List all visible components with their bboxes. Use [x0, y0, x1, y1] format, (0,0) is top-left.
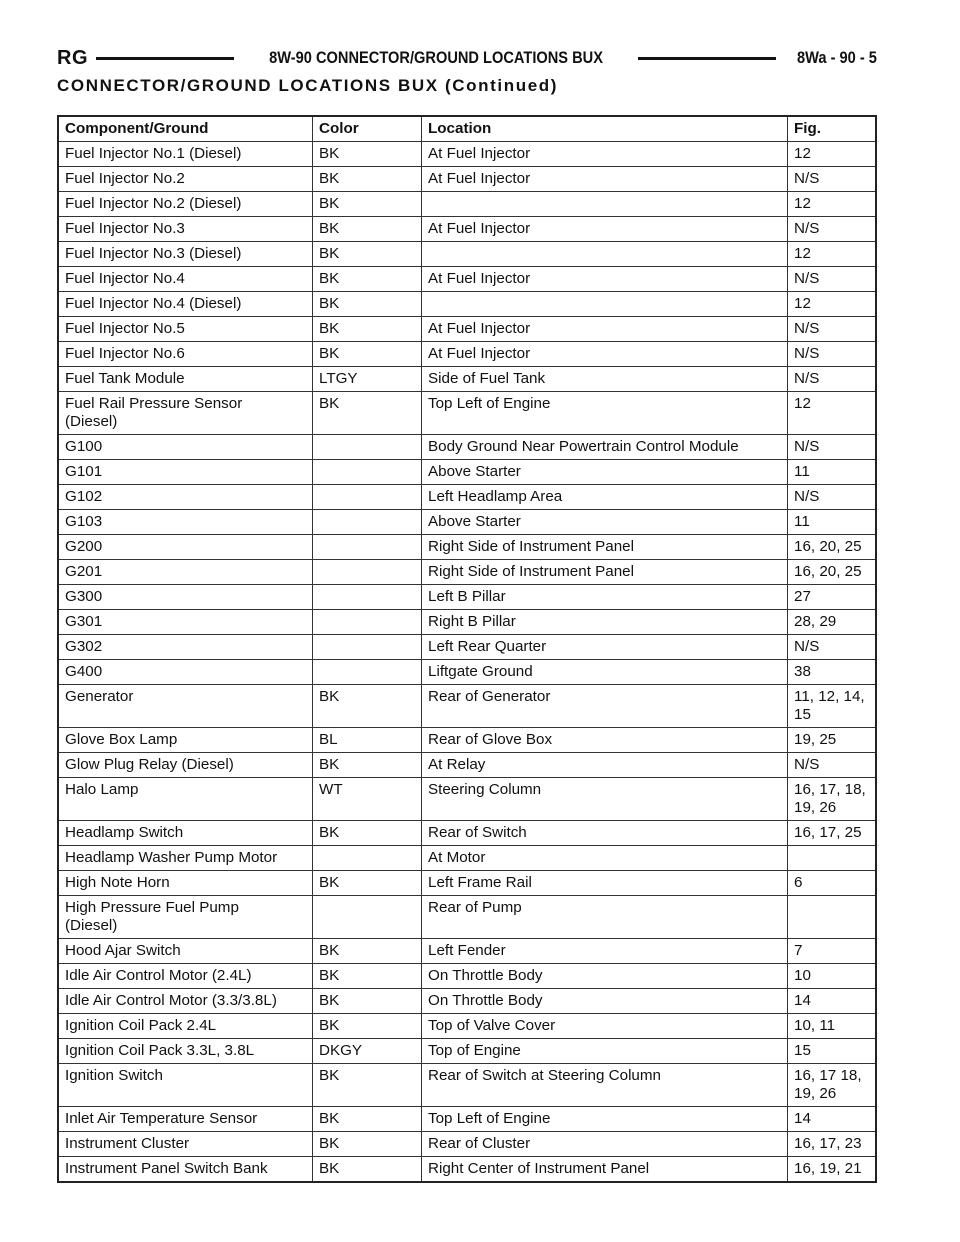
table-row [58, 167, 876, 192]
component-cell: Ignition Coil Pack 3.3L, 3.8L [58, 1039, 313, 1064]
color-cell [313, 660, 422, 685]
component-cell: Ignition Coil Pack 2.4L [58, 1014, 313, 1039]
fig-cell: 14 [788, 989, 877, 1014]
component-cell: Fuel Injector No.3 [58, 217, 313, 242]
component-cell: G302 [58, 635, 313, 660]
location-cell: Top of Valve Cover [422, 1014, 788, 1039]
component-cell: Fuel Injector No.4 (Diesel) [58, 292, 313, 317]
location-cell: At Fuel Injector [422, 142, 788, 167]
table-row [58, 753, 876, 778]
component-cell: Fuel Rail Pressure Sensor (Diesel) [58, 392, 313, 435]
fig-cell: 16, 20, 25 [788, 535, 877, 560]
color-cell: BL [313, 728, 422, 753]
location-cell: On Throttle Body [422, 964, 788, 989]
table-row [58, 635, 876, 660]
location-cell: Top Left of Engine [422, 392, 788, 435]
color-cell: BK [313, 192, 422, 217]
component-cell: Instrument Cluster [58, 1132, 313, 1157]
table-row [58, 460, 876, 485]
component-cell: Headlamp Switch [58, 821, 313, 846]
component-cell: Fuel Tank Module [58, 367, 313, 392]
fig-cell: 11, 12, 14, 15 [788, 685, 877, 728]
location-cell: Rear of Pump [422, 896, 788, 939]
fig-cell: 6 [788, 871, 877, 896]
table-row [58, 1014, 876, 1039]
fig-cell: 10, 11 [788, 1014, 877, 1039]
location-cell: Right Center of Instrument Panel [422, 1157, 788, 1183]
location-cell: Left Rear Quarter [422, 635, 788, 660]
location-cell: Steering Column [422, 778, 788, 821]
fig-cell: 12 [788, 192, 877, 217]
table-row [58, 610, 876, 635]
table-row [58, 939, 876, 964]
component-cell: Fuel Injector No.2 [58, 167, 313, 192]
fig-cell: 15 [788, 1039, 877, 1064]
fig-cell: 16, 17, 23 [788, 1132, 877, 1157]
fig-cell: 27 [788, 585, 877, 610]
header-title: 8W-90 CONNECTOR/GROUND LOCATIONS BUX [269, 48, 603, 67]
component-cell: Fuel Injector No.2 (Diesel) [58, 192, 313, 217]
location-cell: At Fuel Injector [422, 342, 788, 367]
color-cell: BK [313, 989, 422, 1014]
table-row [58, 821, 876, 846]
location-cell: At Motor [422, 846, 788, 871]
color-cell: DKGY [313, 1039, 422, 1064]
header-rule-right [638, 57, 776, 60]
location-cell: Right B Pillar [422, 610, 788, 635]
component-cell: Instrument Panel Switch Bank [58, 1157, 313, 1183]
fig-cell: N/S [788, 217, 877, 242]
column-header: Color [313, 116, 422, 142]
color-cell: BK [313, 1157, 422, 1183]
component-cell: Ignition Switch [58, 1064, 313, 1107]
location-cell: Side of Fuel Tank [422, 367, 788, 392]
component-cell: Halo Lamp [58, 778, 313, 821]
fig-cell: N/S [788, 167, 877, 192]
component-cell: Headlamp Washer Pump Motor [58, 846, 313, 871]
table-row [58, 435, 876, 460]
location-cell: Top of Engine [422, 1039, 788, 1064]
component-cell: G300 [58, 585, 313, 610]
color-cell [313, 510, 422, 535]
section-title: CONNECTOR/GROUND LOCATIONS BUX (Continued) [57, 76, 558, 95]
table-row [58, 392, 876, 435]
table-row [58, 342, 876, 367]
color-cell [313, 610, 422, 635]
color-cell: BK [313, 217, 422, 242]
fig-cell: 11 [788, 510, 877, 535]
color-cell: BK [313, 242, 422, 267]
table-row [58, 728, 876, 753]
connector-table [57, 115, 877, 1183]
table-row [58, 1064, 876, 1107]
component-cell: G103 [58, 510, 313, 535]
table-row [58, 560, 876, 585]
table-row [58, 896, 876, 939]
table-row [58, 142, 876, 167]
location-cell: Rear of Switch at Steering Column [422, 1064, 788, 1107]
location-cell: Top Left of Engine [422, 1107, 788, 1132]
fig-cell: N/S [788, 267, 877, 292]
location-cell: Right Side of Instrument Panel [422, 560, 788, 585]
fig-cell: N/S [788, 435, 877, 460]
fig-cell: 14 [788, 1107, 877, 1132]
table-body [58, 142, 876, 1183]
component-cell: Inlet Air Temperature Sensor [58, 1107, 313, 1132]
location-cell: Body Ground Near Powertrain Control Module [422, 435, 788, 460]
location-cell: On Throttle Body [422, 989, 788, 1014]
fig-cell: 11 [788, 460, 877, 485]
table-row [58, 192, 876, 217]
fig-cell: 16, 20, 25 [788, 560, 877, 585]
component-cell: Generator [58, 685, 313, 728]
location-cell: Left Headlamp Area [422, 485, 788, 510]
fig-cell: 16, 19, 21 [788, 1157, 877, 1183]
component-cell: Glove Box Lamp [58, 728, 313, 753]
fig-cell [788, 846, 877, 871]
header-left: RG [57, 46, 88, 69]
component-cell: Idle Air Control Motor (3.3/3.8L) [58, 989, 313, 1014]
location-cell: Above Starter [422, 460, 788, 485]
fig-cell: 16, 17, 18, 19, 26 [788, 778, 877, 821]
color-cell [313, 585, 422, 610]
color-cell: BK [313, 1107, 422, 1132]
component-cell: Glow Plug Relay (Diesel) [58, 753, 313, 778]
color-cell [313, 460, 422, 485]
table-row [58, 660, 876, 685]
component-cell: G301 [58, 610, 313, 635]
table-row [58, 685, 876, 728]
table-row [58, 510, 876, 535]
fig-cell: 38 [788, 660, 877, 685]
location-cell: Left B Pillar [422, 585, 788, 610]
component-cell: G101 [58, 460, 313, 485]
color-cell [313, 485, 422, 510]
color-cell: BK [313, 964, 422, 989]
location-cell: At Fuel Injector [422, 167, 788, 192]
location-cell: Liftgate Ground [422, 660, 788, 685]
component-cell: High Note Horn [58, 871, 313, 896]
column-header: Fig. [788, 116, 877, 142]
fig-cell: 12 [788, 292, 877, 317]
fig-cell: N/S [788, 485, 877, 510]
location-cell: Left Fender [422, 939, 788, 964]
location-cell: Right Side of Instrument Panel [422, 535, 788, 560]
table-row [58, 367, 876, 392]
color-cell: WT [313, 778, 422, 821]
table-row [58, 485, 876, 510]
table-row [58, 1132, 876, 1157]
color-cell: BK [313, 342, 422, 367]
fig-cell: N/S [788, 635, 877, 660]
fig-cell: 7 [788, 939, 877, 964]
fig-cell: N/S [788, 753, 877, 778]
location-cell: At Fuel Injector [422, 217, 788, 242]
component-cell: High Pressure Fuel Pump (Diesel) [58, 896, 313, 939]
component-cell: G200 [58, 535, 313, 560]
table-row [58, 1157, 876, 1183]
component-cell: Fuel Injector No.1 (Diesel) [58, 142, 313, 167]
color-cell: BK [313, 167, 422, 192]
location-cell: Rear of Switch [422, 821, 788, 846]
table-row [58, 292, 876, 317]
fig-cell: 28, 29 [788, 610, 877, 635]
component-cell: Idle Air Control Motor (2.4L) [58, 964, 313, 989]
color-cell [313, 535, 422, 560]
color-cell: BK [313, 871, 422, 896]
location-cell: Rear of Generator [422, 685, 788, 728]
fig-cell: 12 [788, 142, 877, 167]
fig-cell [788, 896, 877, 939]
column-header: Component/Ground [58, 116, 313, 142]
table-row [58, 585, 876, 610]
table-row [58, 317, 876, 342]
location-cell: At Fuel Injector [422, 267, 788, 292]
fig-cell: 12 [788, 242, 877, 267]
fig-cell: 19, 25 [788, 728, 877, 753]
color-cell [313, 635, 422, 660]
fig-cell: 10 [788, 964, 877, 989]
fig-cell: N/S [788, 367, 877, 392]
component-cell: Hood Ajar Switch [58, 939, 313, 964]
color-cell: BK [313, 317, 422, 342]
table-row [58, 778, 876, 821]
location-cell [422, 242, 788, 267]
component-cell: Fuel Injector No.5 [58, 317, 313, 342]
table-row [58, 871, 876, 896]
color-cell [313, 896, 422, 939]
component-cell: G201 [58, 560, 313, 585]
fig-cell: 16, 17 18, 19, 26 [788, 1064, 877, 1107]
table-row [58, 1107, 876, 1132]
fig-cell: N/S [788, 342, 877, 367]
fig-cell: 12 [788, 392, 877, 435]
color-cell: BK [313, 821, 422, 846]
location-cell: At Relay [422, 753, 788, 778]
color-cell: BK [313, 142, 422, 167]
table-row [58, 535, 876, 560]
location-cell: At Fuel Injector [422, 317, 788, 342]
color-cell [313, 435, 422, 460]
color-cell: BK [313, 292, 422, 317]
component-cell: Fuel Injector No.6 [58, 342, 313, 367]
location-cell: Rear of Cluster [422, 1132, 788, 1157]
location-cell: Above Starter [422, 510, 788, 535]
color-cell: BK [313, 392, 422, 435]
table-row [58, 267, 876, 292]
header-rule-left [96, 57, 234, 60]
color-cell [313, 846, 422, 871]
table-header-row [58, 116, 876, 142]
fig-cell: 16, 17, 25 [788, 821, 877, 846]
table-row [58, 846, 876, 871]
component-cell: G400 [58, 660, 313, 685]
location-cell [422, 292, 788, 317]
table-row [58, 964, 876, 989]
component-cell: G102 [58, 485, 313, 510]
page-header [57, 43, 877, 73]
component-cell: Fuel Injector No.3 (Diesel) [58, 242, 313, 267]
location-cell [422, 192, 788, 217]
color-cell: BK [313, 1064, 422, 1107]
component-cell: Fuel Injector No.4 [58, 267, 313, 292]
header-page-number: 8Wa - 90 - 5 [797, 48, 878, 67]
table-row [58, 242, 876, 267]
color-cell: BK [313, 1014, 422, 1039]
table-row [58, 1039, 876, 1064]
color-cell: BK [313, 267, 422, 292]
color-cell: BK [313, 1132, 422, 1157]
column-header: Location [422, 116, 788, 142]
component-cell: G100 [58, 435, 313, 460]
color-cell: BK [313, 753, 422, 778]
color-cell [313, 560, 422, 585]
location-cell: Rear of Glove Box [422, 728, 788, 753]
table-row [58, 989, 876, 1014]
color-cell: LTGY [313, 367, 422, 392]
table-row [58, 217, 876, 242]
fig-cell: N/S [788, 317, 877, 342]
location-cell: Left Frame Rail [422, 871, 788, 896]
color-cell: BK [313, 685, 422, 728]
color-cell: BK [313, 939, 422, 964]
